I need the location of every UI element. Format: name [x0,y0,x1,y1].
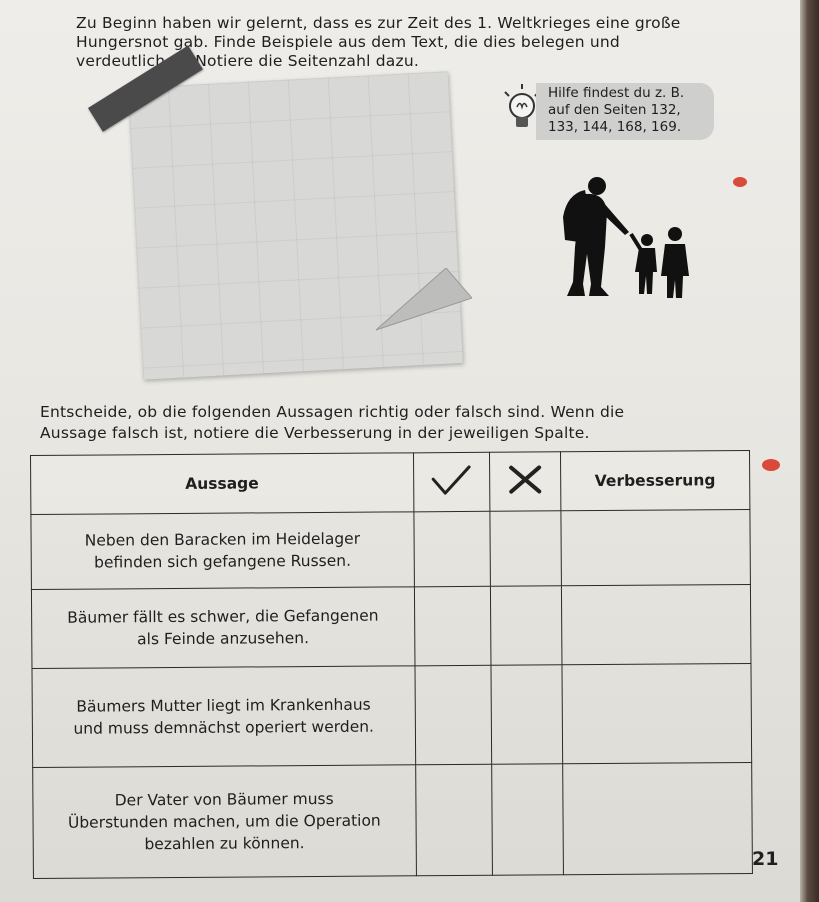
false-checkbox-cell[interactable] [491,665,562,764]
statement-cell [31,512,414,590]
statement-line: Überstunden machen, um die Operation [67,811,381,832]
task-2-instructions [40,402,720,444]
task-2-line: Entscheide, ob die folgenden Aussagen richtig oder falsch sind. Wenn die [40,403,625,421]
true-checkbox-cell[interactable] [413,511,490,587]
false-checkbox-cell[interactable] [491,586,562,665]
statement-cell [33,765,416,879]
task-1-line: Zu Beginn haben wir gelernt, dass es zur Zeit des 1. Weltkrieges eine große [76,14,681,32]
statement-line: Bäumer fällt es schwer, die Gefangenen [67,606,379,627]
correction-cell[interactable] [562,762,752,874]
hint-line: Hilfe findest du z. B. [548,85,685,101]
statement-line: Neben den Baracken im Heidelager [84,529,361,550]
page-edge [800,0,819,902]
task-1-line: Hungersnot gab. Finde Beispiele aus dem Text, die dies belegen und [76,33,620,51]
correction-cell[interactable] [561,584,751,664]
false-checkbox-cell[interactable] [492,764,563,875]
hint-line: 133, 144, 168, 169. [548,119,682,135]
soldier-children-silhouette [545,172,695,302]
statement-cell [32,666,415,768]
statement-line: bezahlen zu können. [144,834,305,854]
table-row [31,509,751,589]
statement-line: Der Vater von Bäumer muss [114,789,334,810]
table-row [32,663,752,767]
red-marker-dot [762,459,780,471]
page-number: 21 [752,848,779,870]
task-2-line: Aussage falsch ist, notiere die Verbesserung in der jeweiligen Spalte. [40,424,590,442]
statement-table [30,450,753,879]
correction-cell[interactable] [561,509,751,585]
header-statement: Aussage [31,453,414,515]
header-correction: Verbesserung [560,450,750,510]
statement-cell [31,587,414,669]
cross-icon [505,463,545,495]
hint-box [536,83,714,140]
true-checkbox-cell[interactable] [415,764,492,876]
true-checkbox-cell[interactable] [415,665,492,765]
hint-line: auf den Seiten 132, [548,102,681,118]
statement-line: befinden sich gefangene Russen. [94,551,352,572]
page-curl [376,268,472,338]
task-1-line: verdeutlichen. Notiere die Seitenzahl dazu. [76,52,419,70]
true-checkbox-cell[interactable] [414,586,491,666]
statement-line: als Feinde anzusehen. [137,629,310,649]
header-true [413,452,490,512]
checkmark-icon [429,463,473,497]
table-row [31,584,751,668]
red-marker-dot [733,177,747,187]
correction-cell[interactable] [562,663,752,763]
false-checkbox-cell[interactable] [490,511,561,586]
statement-line: Bäumers Mutter liegt im Krankenhaus [76,695,371,716]
table-row [33,762,753,878]
header-false [490,452,561,511]
statement-line: und muss demnächst operiert werden. [73,717,375,738]
table-header-row [31,450,750,514]
